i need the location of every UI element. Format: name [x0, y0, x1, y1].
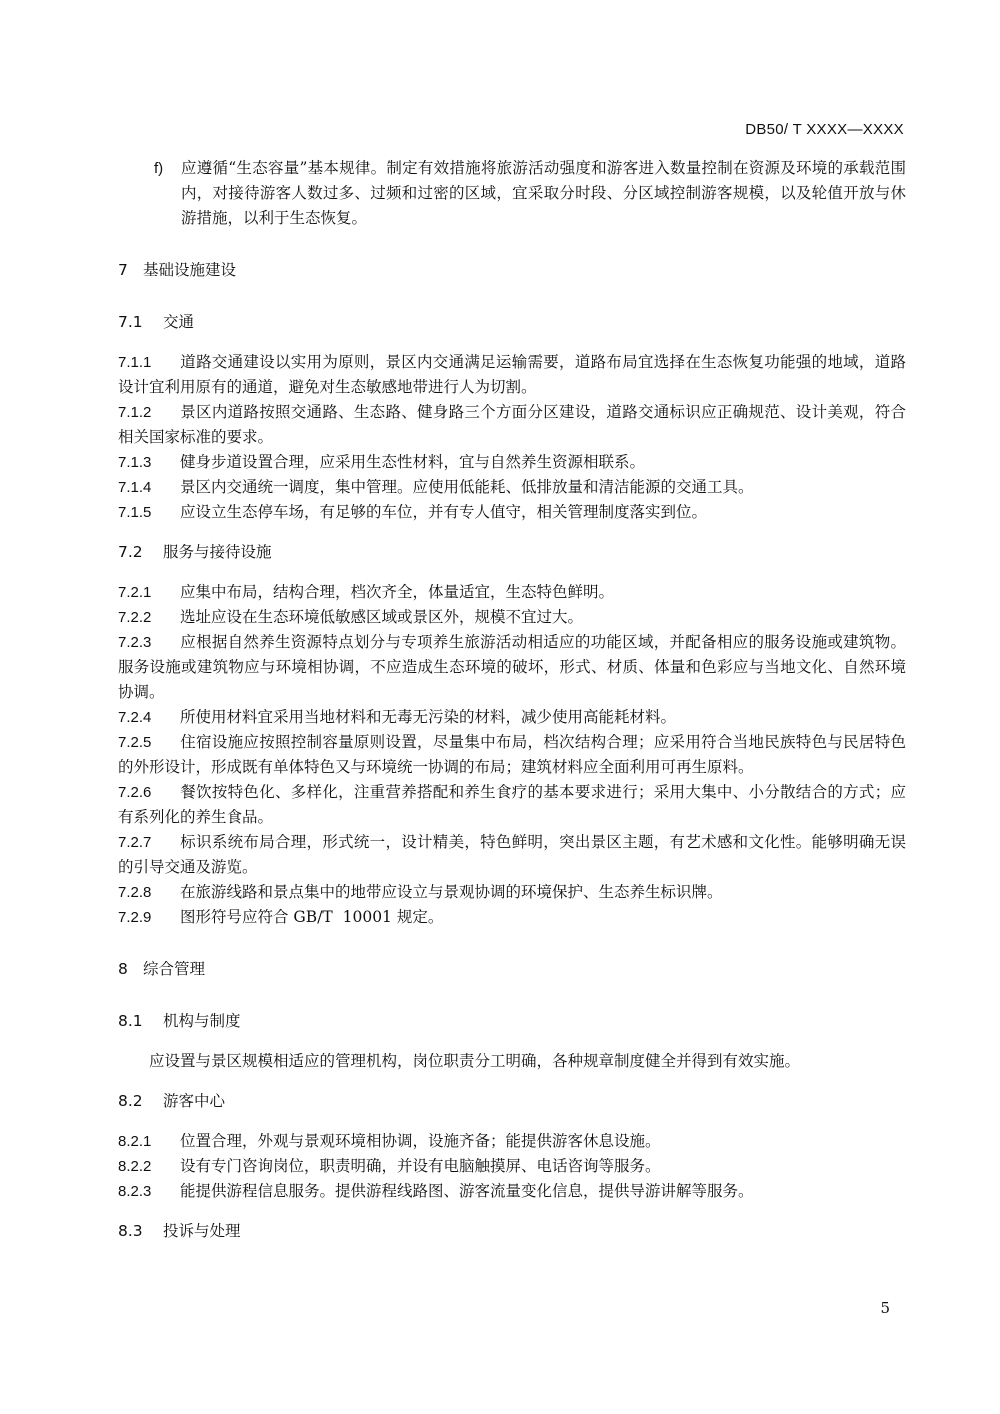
list-item-f — [118, 156, 906, 231]
clause-text: 在旅游线路和景点集中的地带应设立与景观协调的环境保护、生态养生标识牌。 — [180, 883, 723, 901]
subsection-heading-8-2 — [118, 1089, 906, 1114]
section-title: 基础设施建设 — [143, 261, 237, 279]
subsection-number: 7.1 — [118, 313, 143, 331]
clause-text: 能提供游程信息服务。提供游程线路图、游客流量变化信息，提供导游讲解等服务。 — [180, 1182, 754, 1200]
subsection-title: 游客中心 — [163, 1092, 226, 1110]
clause-7-2-4 — [118, 705, 906, 730]
clause-7-1-2 — [118, 400, 906, 450]
clause-text: 位置合理，外观与景观环境相协调，设施齐备；能提供游客休息设施。 — [180, 1132, 661, 1150]
section-heading-8 — [118, 957, 906, 982]
subsection-title: 服务与接待设施 — [163, 543, 272, 561]
clause-text: 住宿设施应按照控制容量原则设置，尽量集中布局，档次结构合理；应采用符合当地民族特色与民居特色的外形设计，形成既有单体特色又与环境统一协调的布局；建筑材料应全面利用可再生原料。 — [118, 733, 906, 776]
clause-text: 景区内道路按照交通路、生态路、健身路三个方面分区建设，道路交通标识应正确规范、设计美观，符合相关国家标准的要求。 — [118, 403, 906, 446]
clause-text: 应集中布局，结构合理，档次齐全，体量适宜，生态特色鲜明。 — [180, 583, 615, 601]
section-heading-7 — [118, 258, 906, 283]
clause-7-2-1 — [118, 580, 906, 605]
clause-text: 选址应设在生态环境低敏感区域或景区外，规模不宜过大。 — [180, 608, 584, 626]
list-item-text: 应遵循“生态容量”基本规律。制定有效措施将旅游活动强度和游客进入数量控制在资源及环境的承载范围内，对接待游客人数过多、过频和过密的区域，宜采取分时段、分区域控制游客规模，以及轮值开放与休游措施，以利于生态恢复。 — [181, 159, 906, 227]
clause-number: 7.1.3 — [118, 454, 152, 471]
clause-text: 图形符号应符合 GB/T 10001 规定。 — [180, 908, 444, 926]
clause-number: 7.2.9 — [118, 909, 152, 926]
clause-7-1-5 — [118, 500, 906, 525]
subsection-number: 7.2 — [118, 543, 143, 561]
clause-text: 道路交通建设以实用为原则，景区内交通满足运输需要，道路布局宜选择在生态恢复功能强的地域，道路设计宜利用原有的通道，避免对生态敏感地带进行人为切割。 — [118, 353, 906, 396]
document-code: DB50/ T XXXX—XXXX — [745, 121, 904, 138]
clause-8-2-3 — [118, 1179, 906, 1204]
subsection-title: 机构与制度 — [163, 1012, 241, 1030]
clause-number: 8.2.2 — [118, 1158, 152, 1175]
clause-8-2-2 — [118, 1154, 906, 1179]
clause-number: 7.2.5 — [118, 734, 152, 751]
clause-text: 健身步道设置合理，应采用生态性材料，宜与自然养生资源相联系。 — [180, 453, 646, 471]
clause-number: 7.2.6 — [118, 784, 152, 801]
subsection-title: 交通 — [163, 313, 195, 331]
subsection-title: 投诉与处理 — [163, 1222, 241, 1240]
list-marker: f) — [154, 160, 164, 177]
clause-7-2-7 — [118, 830, 906, 880]
clause-number: 7.2.1 — [118, 584, 152, 601]
subsection-heading-8-3 — [118, 1219, 906, 1244]
clause-7-1-1 — [118, 350, 906, 400]
clause-text: 餐饮按特色化、多样化，注重营养搭配和养生食疗的基本要求进行；采用大集中、小分散结合的方式；应有系列化的养生食品。 — [118, 783, 906, 826]
clause-number: 7.2.2 — [118, 609, 152, 626]
subsection-number: 8.3 — [118, 1222, 143, 1240]
clause-7-2-3 — [118, 630, 906, 705]
clause-text: 景区内交通统一调度，集中管理。应使用低能耗、低排放量和清洁能源的交通工具。 — [180, 478, 754, 496]
clause-number: 7.1.2 — [118, 404, 152, 421]
clause-number: 7.2.3 — [118, 634, 152, 651]
clause-number: 8.2.1 — [118, 1133, 152, 1150]
clause-text: 应根据自然养生资源特点划分与专项养生旅游活动相适应的功能区域，并配备相应的服务设施或建筑物。服务设施或建筑物应与环境相协调，不应造成生态环境的破坏，形式、材质、体量和色彩应与当地文化、自然环境协调。 — [118, 633, 906, 701]
clause-7-2-8 — [118, 880, 906, 905]
clause-number: 7.2.8 — [118, 884, 152, 901]
subsection-number: 8.1 — [118, 1012, 143, 1030]
subsection-heading-7-1 — [118, 310, 906, 335]
clause-7-1-3 — [118, 450, 906, 475]
clause-text: 设有专门咨询岗位，职责明确，并设有电脑触摸屏、电话咨询等服务。 — [180, 1157, 661, 1175]
clause-number: 8.2.3 — [118, 1183, 152, 1200]
page-number: 5 — [880, 1299, 890, 1317]
clause-text: 标识系统布局合理，形式统一，设计精美，特色鲜明，突出景区主题，有艺术感和文化性。能够明确无误的引导交通及游览。 — [118, 833, 906, 876]
clause-8-2-1 — [118, 1129, 906, 1154]
subsection-heading-7-2 — [118, 540, 906, 565]
clause-7-2-5 — [118, 730, 906, 780]
clause-text: 所使用材料宜采用当地材料和无毒无污染的材料，减少使用高能耗材料。 — [180, 708, 677, 726]
paragraph-8-1: 应设置与景区规模相适应的管理机构，岗位职责分工明确，各种规章制度健全并得到有效实施。 — [149, 1052, 801, 1070]
subsection-number: 8.2 — [118, 1092, 143, 1110]
clause-text: 应设立生态停车场，有足够的车位，并有专人值守，相关管理制度落实到位。 — [180, 503, 708, 521]
clause-number: 7.1.4 — [118, 479, 152, 496]
clause-number: 7.2.4 — [118, 709, 152, 726]
subsection-heading-8-1 — [118, 1009, 906, 1034]
clause-7-1-4 — [118, 475, 906, 500]
clause-number: 7.1.5 — [118, 504, 152, 521]
clause-7-2-6 — [118, 780, 906, 830]
clause-7-2-9 — [118, 905, 906, 930]
clause-number: 7.1.1 — [118, 354, 152, 371]
section-number: 8 — [118, 960, 128, 978]
section-title: 综合管理 — [143, 960, 206, 978]
clause-number: 7.2.7 — [118, 834, 152, 851]
clause-7-2-2 — [118, 605, 906, 630]
section-number: 7 — [118, 261, 128, 279]
page-content — [118, 156, 906, 1244]
